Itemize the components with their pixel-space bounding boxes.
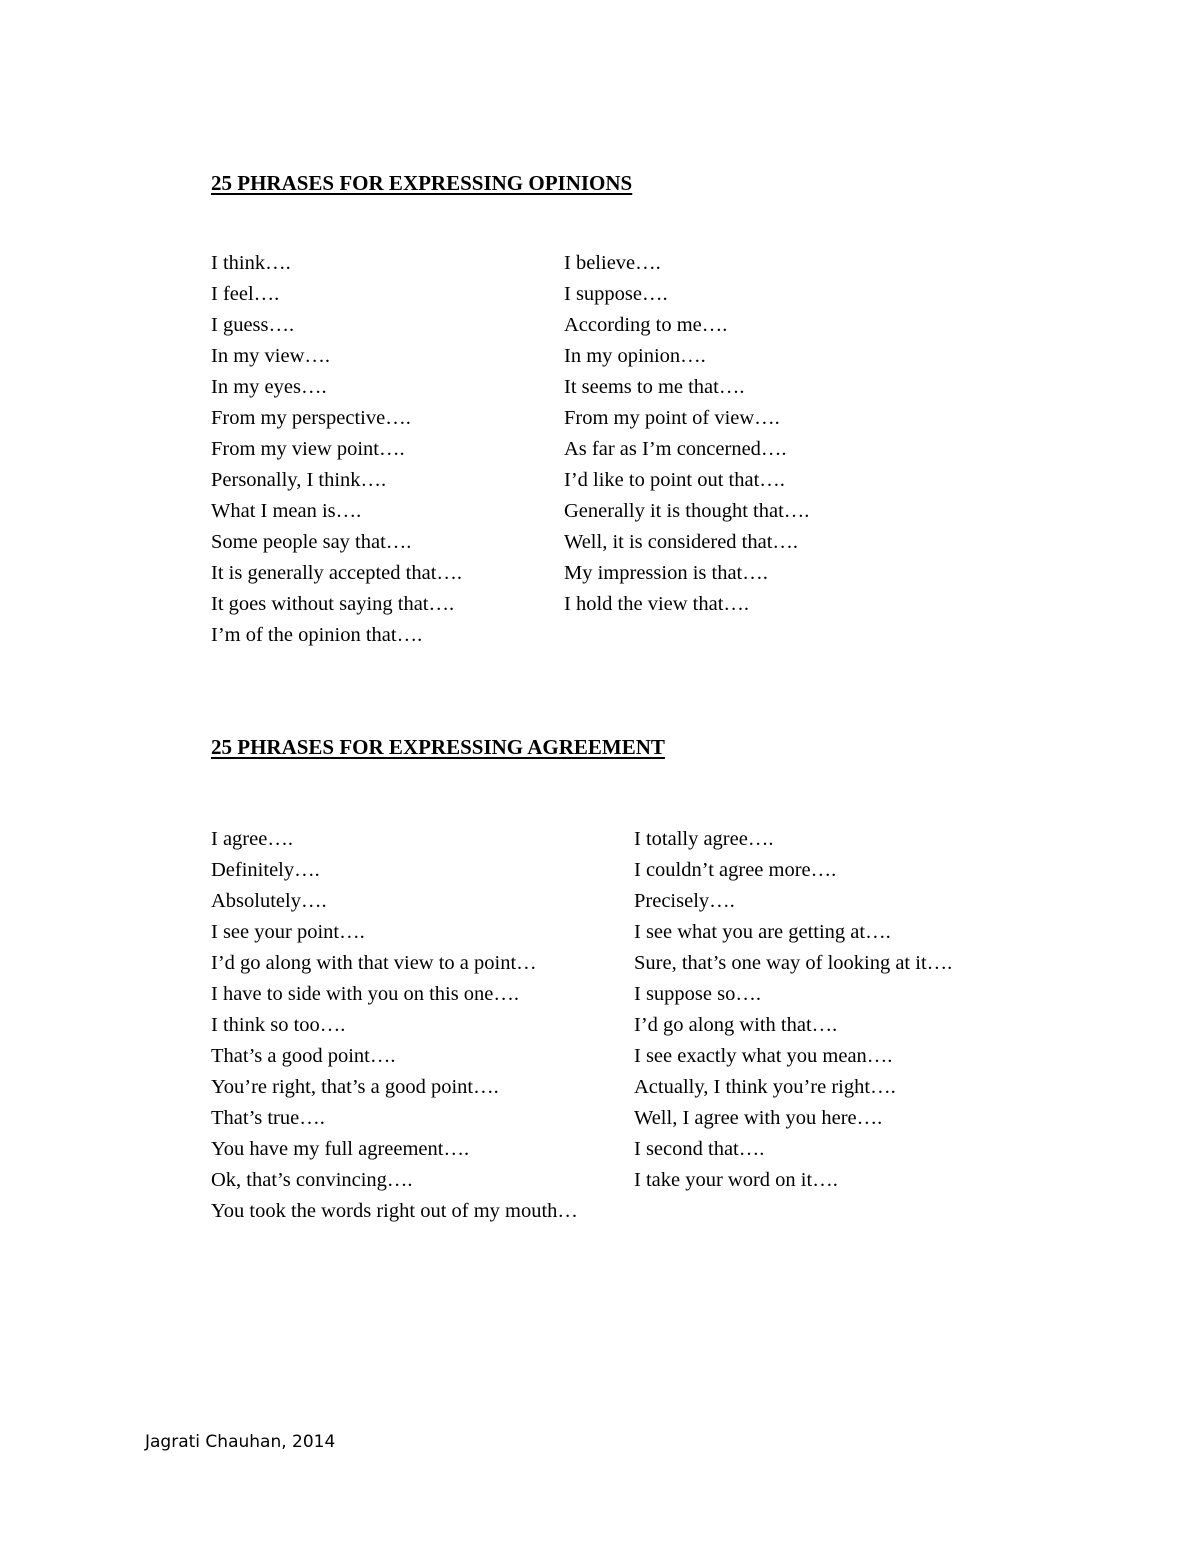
phrase-item: I suppose so…. xyxy=(634,983,761,1005)
phrase-item: You’re right, that’s a good point…. xyxy=(211,1076,499,1098)
phrase-item: I agree…. xyxy=(211,828,293,850)
phrase-item: From my perspective…. xyxy=(211,407,411,429)
phrase-item: From my point of view…. xyxy=(564,407,780,429)
phrase-item: I think…. xyxy=(211,252,291,274)
phrase-item: Definitely…. xyxy=(211,859,320,881)
phrase-item: I feel…. xyxy=(211,283,280,305)
phrase-item: Personally, I think…. xyxy=(211,469,387,491)
agreement-heading: 25 PHRASES FOR EXPRESSING AGREEMENT xyxy=(211,735,665,759)
phrase-item: In my opinion…. xyxy=(564,345,706,367)
phrase-item: Well, it is considered that…. xyxy=(564,531,799,553)
opinions-right-column xyxy=(564,248,809,620)
opinions-left-column xyxy=(211,248,462,651)
phrase-item: I see what you are getting at…. xyxy=(634,921,891,943)
phrase-item: Generally it is thought that…. xyxy=(564,500,810,522)
phrase-item: My impression is that…. xyxy=(564,562,768,584)
phrase-item: I’d go along with that view to a point… xyxy=(211,952,537,974)
phrase-item: Actually, I think you’re right…. xyxy=(634,1076,896,1098)
footer-author: Jagrati Chauhan, 2014 xyxy=(145,1432,336,1452)
phrase-item: I suppose…. xyxy=(564,283,668,305)
phrase-item: It seems to me that…. xyxy=(564,376,745,398)
phrase-item: As far as I’m concerned…. xyxy=(564,438,787,460)
phrase-item: Some people say that…. xyxy=(211,531,412,553)
phrase-item: I think so too…. xyxy=(211,1014,346,1036)
phrase-item: I’d like to point out that…. xyxy=(564,469,785,491)
phrase-item: I’d go along with that…. xyxy=(634,1014,838,1036)
phrase-item: That’s true…. xyxy=(211,1107,325,1129)
phrase-item: I see your point…. xyxy=(211,921,365,943)
phrase-item: I have to side with you on this one…. xyxy=(211,983,520,1005)
phrase-item: I couldn’t agree more…. xyxy=(634,859,837,881)
phrase-item: I totally agree…. xyxy=(634,828,774,850)
phrase-item: Absolutely…. xyxy=(211,890,327,912)
phrase-item: I second that…. xyxy=(634,1138,765,1160)
phrase-item: You took the words right out of my mouth… xyxy=(211,1200,578,1222)
phrase-item: According to me…. xyxy=(564,314,728,336)
phrase-item: Ok, that’s convincing…. xyxy=(211,1169,413,1191)
phrase-item: Well, I agree with you here…. xyxy=(634,1107,883,1129)
phrase-item: I see exactly what you mean…. xyxy=(634,1045,893,1067)
phrase-item: You have my full agreement…. xyxy=(211,1138,470,1160)
phrase-item: I take your word on it…. xyxy=(634,1169,838,1191)
phrase-item: I hold the view that…. xyxy=(564,593,750,615)
phrase-item: It goes without saying that…. xyxy=(211,593,455,615)
phrase-item: In my view…. xyxy=(211,345,330,367)
phrase-item: I believe…. xyxy=(564,252,661,274)
phrase-item: Sure, that’s one way of looking at it…. xyxy=(634,952,953,974)
agreement-left-column xyxy=(211,824,578,1227)
agreement-right-column xyxy=(634,824,952,1196)
phrase-item: It is generally accepted that…. xyxy=(211,562,463,584)
phrase-item: Precisely…. xyxy=(634,890,735,912)
phrase-item: That’s a good point…. xyxy=(211,1045,396,1067)
phrase-item: What I mean is…. xyxy=(211,500,362,522)
phrase-item: In my eyes…. xyxy=(211,376,327,398)
phrase-item: I’m of the opinion that…. xyxy=(211,624,423,646)
phrase-item: I guess…. xyxy=(211,314,295,336)
opinions-heading: 25 PHRASES FOR EXPRESSING OPINIONS xyxy=(211,171,633,195)
phrase-item: From my view point…. xyxy=(211,438,405,460)
